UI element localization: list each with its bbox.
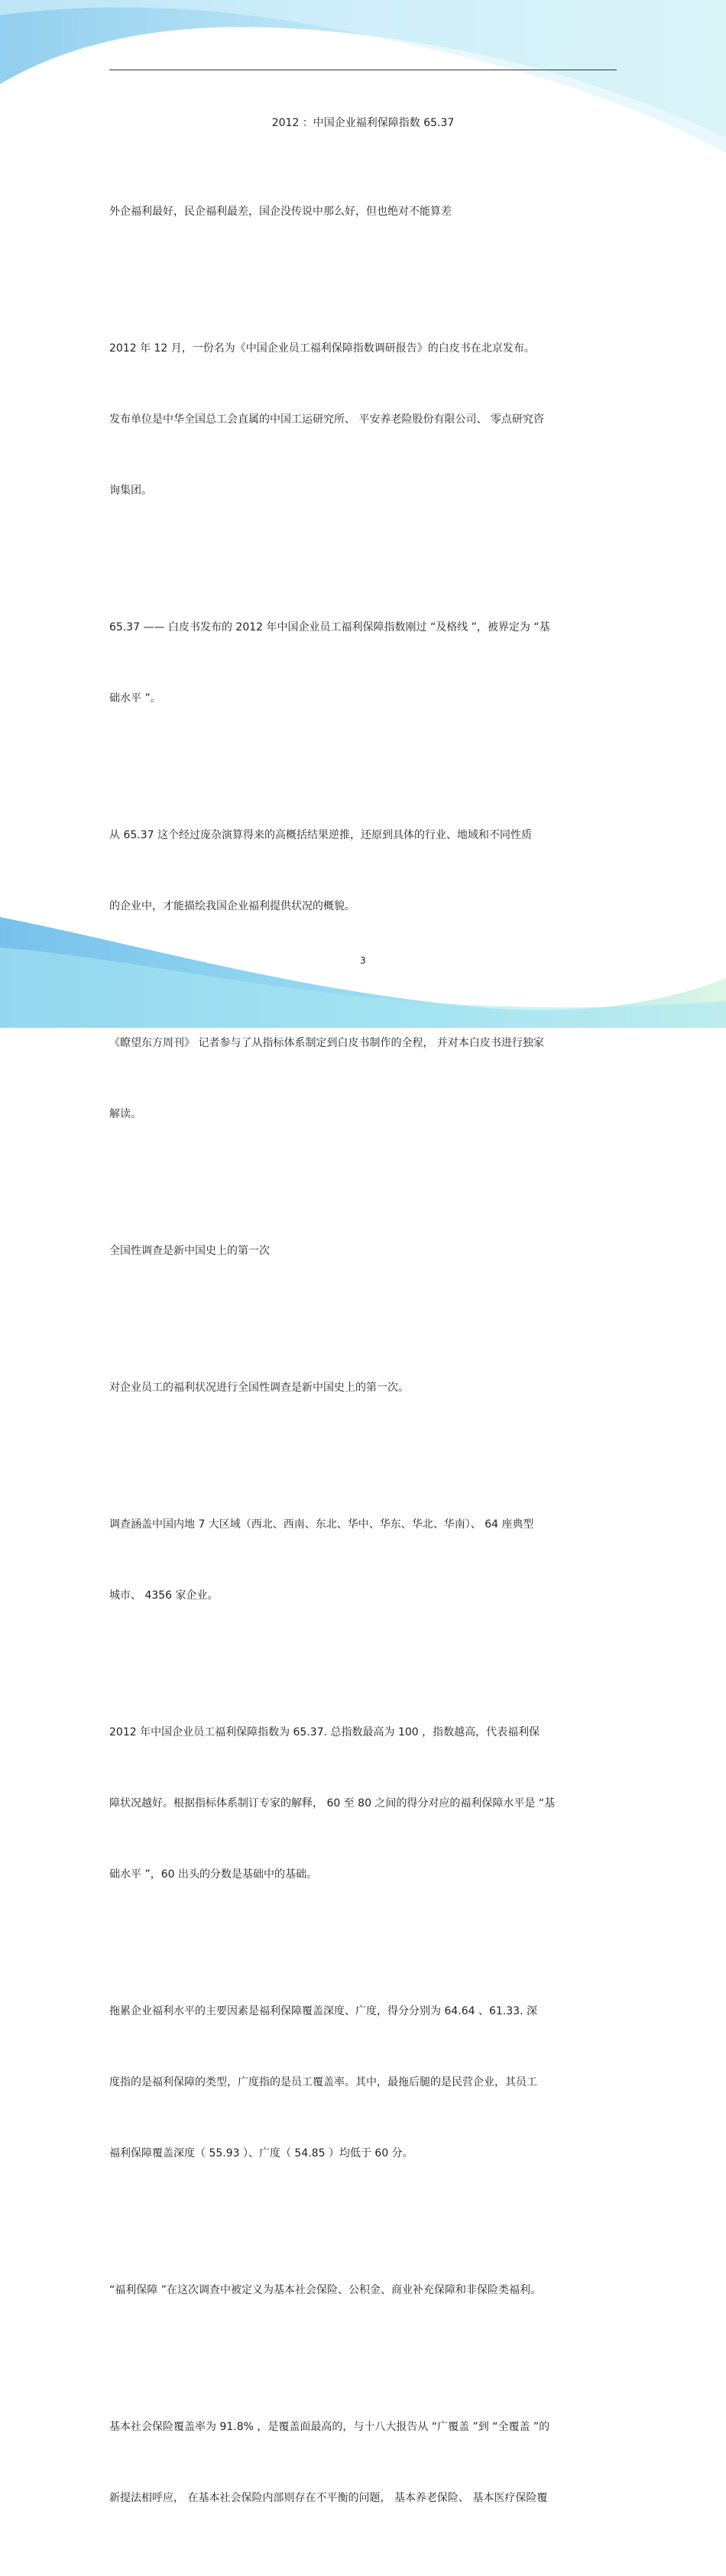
text-line: 的企业中，才能描绘我国企业福利提供状况的概貌。 <box>109 900 355 912</box>
text-line: “福利保障 ”在这次调查中被定义为基本社会保险、公积金、商业补充保障和非保险类福利。 <box>109 2284 541 2296</box>
text-line: 障状况越好。根据指标体系制订专家的解释， 60 至 80 之间的得分对应的福利保障水平是 “基 <box>109 1797 556 1810</box>
text-line: 调查涵盖中国内地 7 大区域（西北、西南、东北、华中、华东、华北、华南）、 64 座典型 <box>109 1518 534 1531</box>
paragraph <box>109 153 617 271</box>
text-line: 对企业员工的福利状况进行全国性调查是新中国史上的第一次。 <box>109 1382 409 1394</box>
paragraph <box>109 1329 617 1447</box>
paragraph <box>109 2231 617 2350</box>
text-line: 度指的是福利保障的类型，广度指的是员工覆盖率。其中，最拖后腿的是民营企业，其员工 <box>109 2076 537 2088</box>
page-number: 3 <box>360 955 366 966</box>
paragraph <box>109 1466 617 1655</box>
paragraph <box>109 290 617 550</box>
text-line: 从 65.37 这个经过庞杂演算得来的高概括结果逆推，还原到具体的行业、地域和不同性质 <box>109 829 532 841</box>
text-line: 基本社会保险覆盖率为 91.8% ，是覆盖面最高的，与十八大报告从 “广覆盖 ”到 “全覆盖 ”的 <box>109 2421 550 2433</box>
text-line: 新提法相呼应， 在基本社会保险内部则存在不平衡的问题， 基本养老保险、 基本医疗保险覆 <box>109 2492 548 2504</box>
paragraph <box>109 2368 617 2558</box>
section-heading <box>109 1192 617 1311</box>
paragraph <box>109 776 617 966</box>
paragraph <box>109 984 617 1174</box>
text-line: 解读。 <box>109 1108 141 1120</box>
text-line: 拖累企业福利水平的主要因素是福利保障覆盖深度、广度，得分分别为 64.64 、61.33. 深 <box>109 2005 537 2017</box>
text-line: 2012 年 12 月，一份名为《中国企业员工福利保障指数调研报告》的白皮书在北京发布。 <box>109 342 535 355</box>
text-line: 外企福利最好，民企福利最差，国企没传说中那么好，但也绝对不能算差 <box>109 206 452 218</box>
text-line: 础水平 ”，60 出头的分数是基础中的基础。 <box>109 1868 317 1881</box>
text-line: 65.37 —— 白皮书发布的 2012 年中国企业员工福利保障指数刚过 “及格线 ”，被界定为 “基 <box>109 621 550 633</box>
text-line: 发布单位是中华全国总工会直属的中国工运研究所、 平安养老险股份有限公司、 零点研究咨 <box>109 413 544 426</box>
text-line: 福利保障覆盖深度（ 55.93 ）、广度（ 54.85 ）均低于 60 分。 <box>109 2147 413 2160</box>
text-line: 2012 年中国企业员工福利保障指数为 65.37. 总指数最高为 100 ，指数越高，代表福利保 <box>109 1726 540 1738</box>
document-body <box>109 153 617 2576</box>
paragraph <box>109 1674 617 1934</box>
paragraph <box>109 1952 617 2213</box>
text-line: 础水平 ”。 <box>109 692 161 705</box>
document-title: 2012 ：中国企业福利保障指数 65.37 <box>271 117 455 129</box>
text-line: 全国性调查是新中国史上的第一次 <box>109 1245 270 1257</box>
text-line: 城市、 4356 家企业。 <box>109 1589 219 1602</box>
paragraph <box>109 569 617 758</box>
text-line: 询集团。 <box>109 484 152 497</box>
text-line: 《瞭望东方周刊》 记者参与了从指标体系制定到白皮书制作的全程， 并对本白皮书进行独家 <box>109 1037 544 1049</box>
